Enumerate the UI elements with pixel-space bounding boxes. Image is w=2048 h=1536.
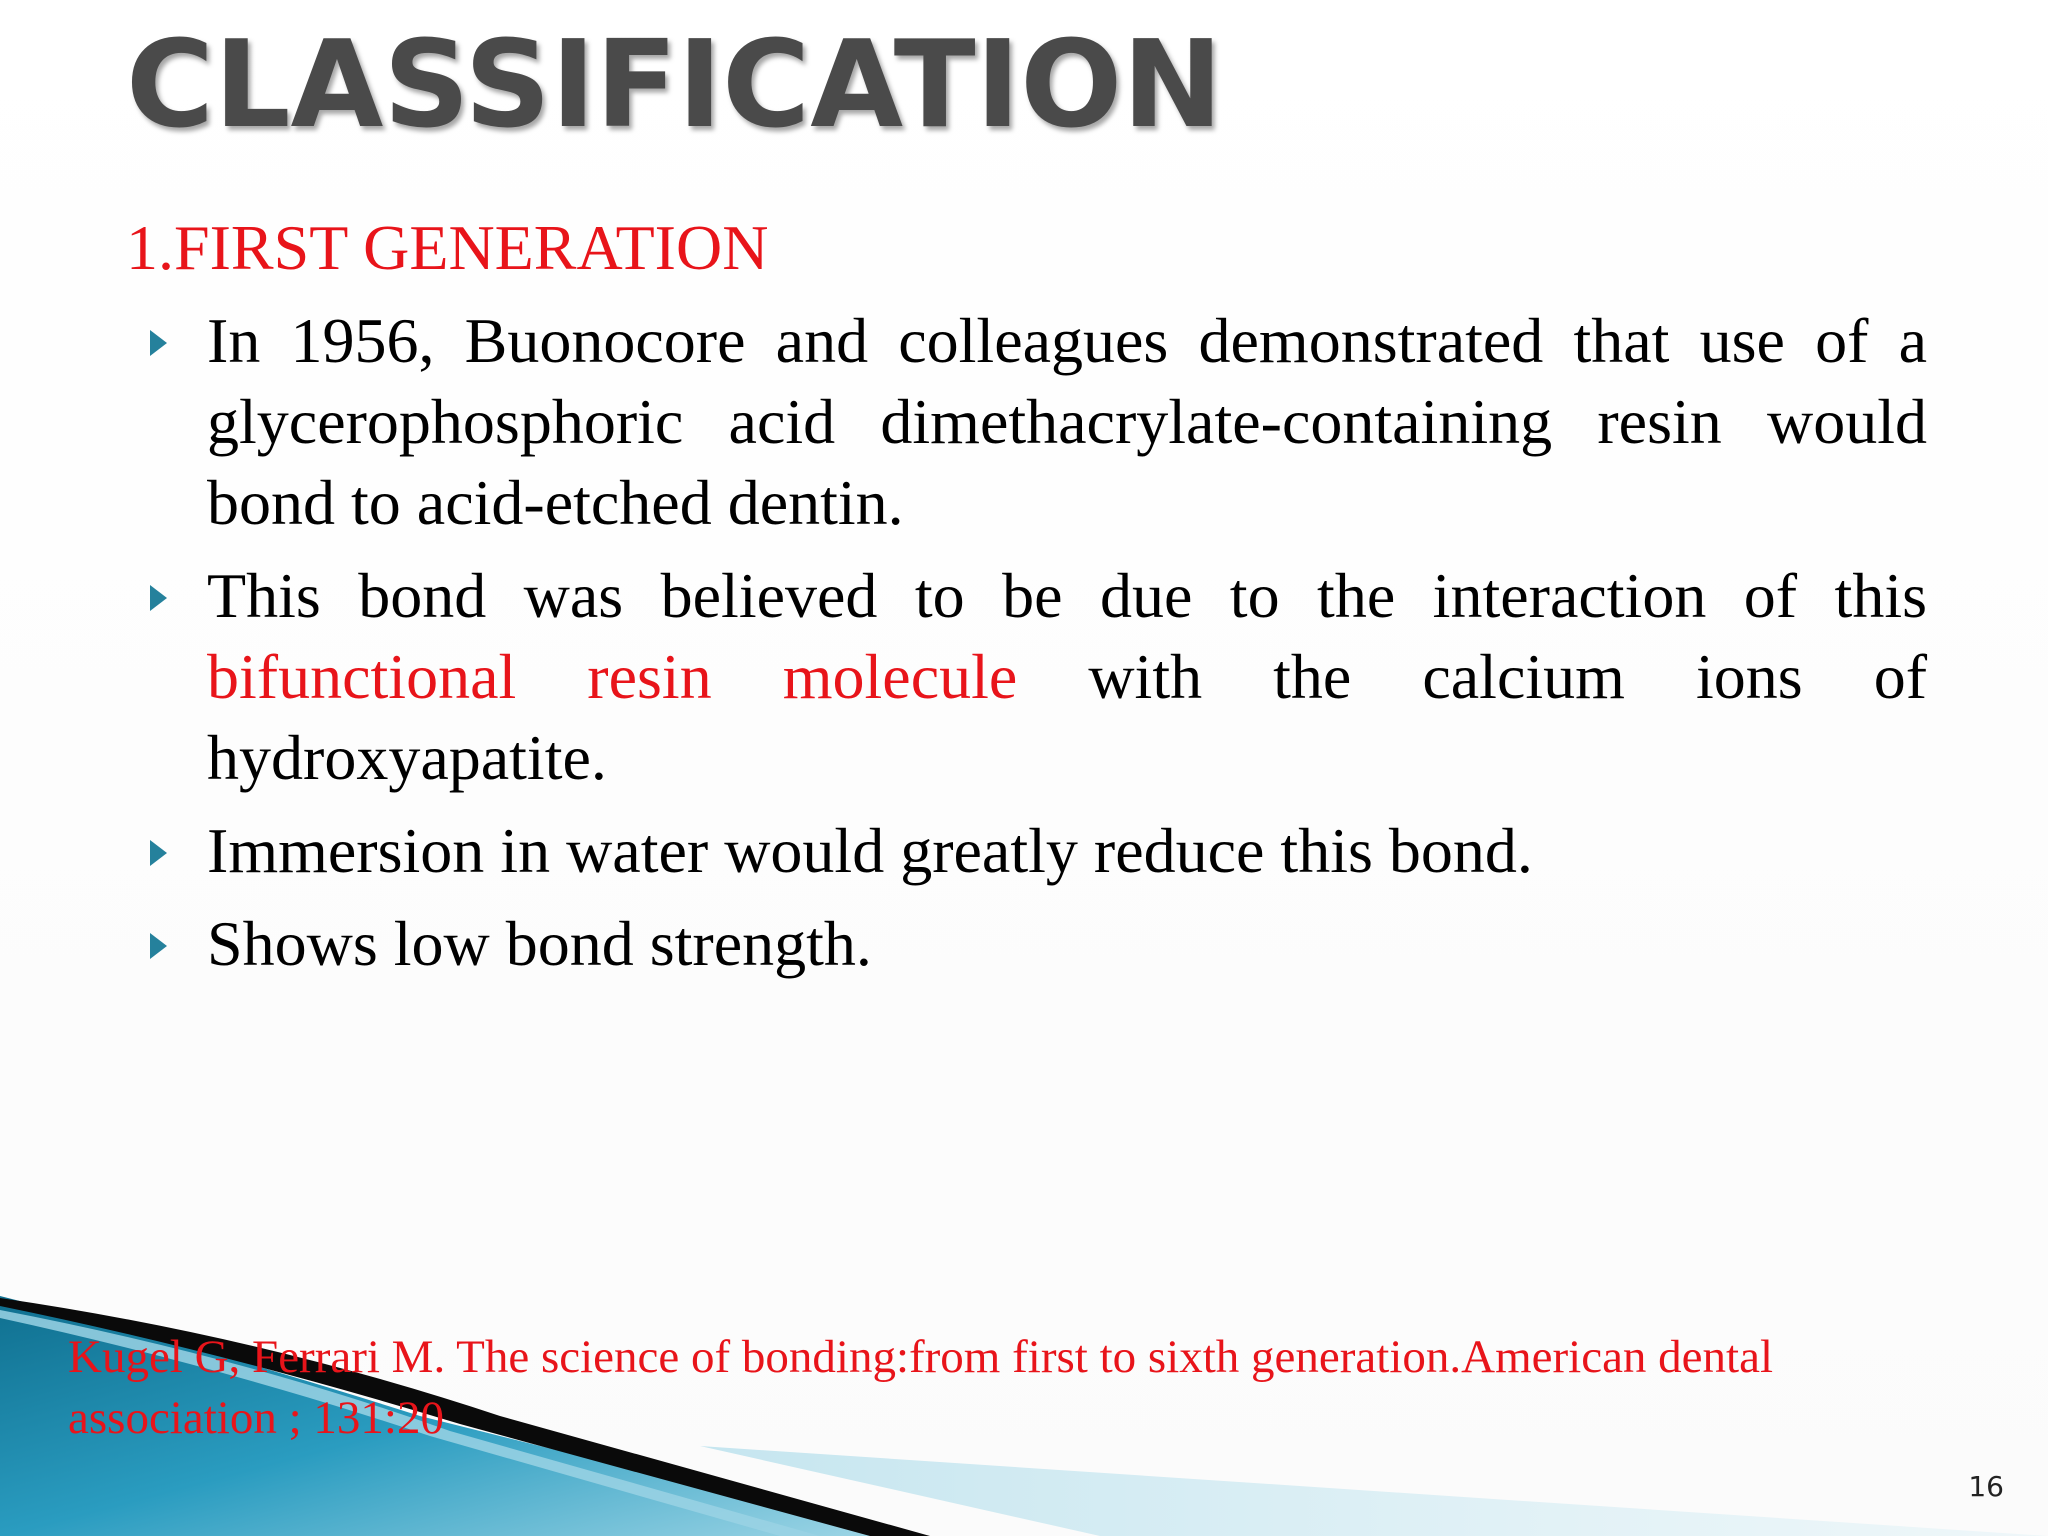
bullet-item [0,555,2048,798]
reference-citation: Kugel G, Ferrari M. The science of bonding:from first to sixth generation.American dental association ; 131:20 [68,1331,1774,1444]
bullet-text: Immersion in water would greatly reduce this bond. [207,815,1533,886]
page-number: 16 [1968,1470,2004,1503]
bullet-text: Shows low bond strength. [207,908,872,979]
slide-title: CLASSIFICATION [126,16,1223,155]
swoosh-light-band [700,1446,2048,1536]
bullet-item [0,810,2048,891]
bullet-item [0,300,2048,543]
triangle-right-icon [150,330,167,356]
bullet-item [0,903,2048,984]
highlighted-term: bifunctional resin molecule [207,641,1018,712]
triangle-right-icon [150,585,167,611]
section-heading: 1.FIRST GENERATION [126,212,769,283]
bullet-text-part: This bond was believed to be due to the interaction of this [207,560,1927,631]
bullet-list [0,300,2048,996]
bullet-text: In 1956, Buonocore and colleagues demonstrated that use of a glycerophosphoric acid dimethacrylate-containing resin would bond to acid-etched dentin. [207,305,1927,538]
bullet-text [207,555,1927,798]
triangle-right-icon [150,933,167,959]
triangle-right-icon [150,840,167,866]
bullet-text-part: with the calcium ions of hydroxyapatite. [207,641,1928,793]
